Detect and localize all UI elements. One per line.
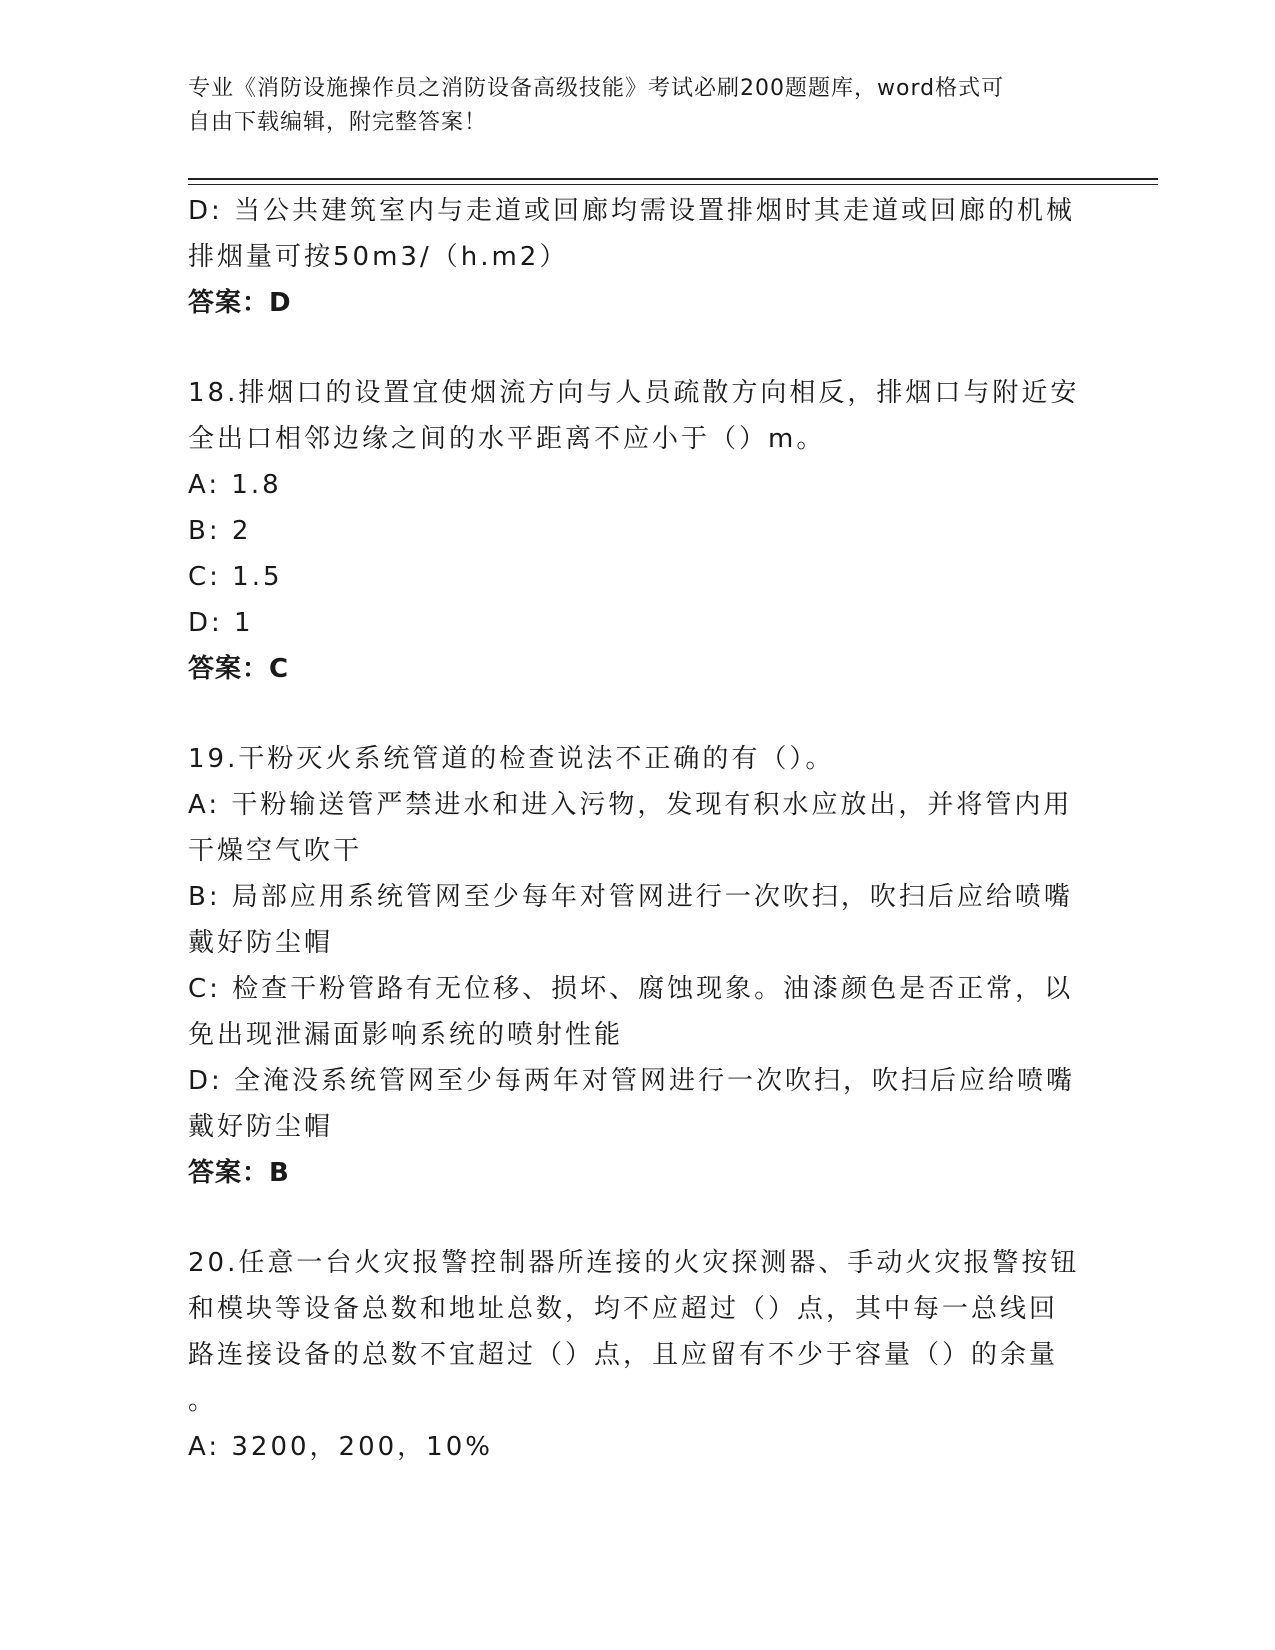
q19-option-a-line1: A: 干粉输送管严禁进水和进入污物，发现有积水应放出，并将管内用 (188, 790, 1073, 820)
document-header (188, 72, 1068, 140)
q18-option-b: B: 2 (188, 516, 252, 546)
q18-stem-line2: 全出口相邻边缘之间的水平距离不应小于（）m。 (188, 424, 826, 454)
q19-option-c-line1: C: 检查干粉管路有无位移、损坏、腐蚀现象。油漆颜色是否正常，以 (188, 974, 1074, 1004)
q17-option-d-line1: D: 当公共建筑室内与走道或回廊均需设置排烟时其走道或回廊的机械 (188, 196, 1076, 226)
q17-answer: 答案：D (188, 288, 292, 318)
q19-answer: 答案：B (188, 1158, 290, 1188)
q18-option-a: A: 1.8 (188, 470, 282, 500)
q18-option-d: D: 1 (188, 608, 254, 638)
header-line-1: 专业《消防设施操作员之消防设备高级技能》考试必刷200题题库，word格式可 (188, 76, 1005, 101)
header-divider-thin (188, 184, 1158, 185)
q20-option-a: A: 3200，200，10% (188, 1432, 493, 1462)
q19-option-b-line2: 戴好防尘帽 (188, 928, 334, 958)
q19-stem: 19.干粉灭火系统管道的检查说法不正确的有（）。 (188, 744, 835, 774)
question-content (188, 188, 1088, 1470)
q19-option-b-line1: B: 局部应用系统管网至少每年对管网进行一次吹扫，吹扫后应给喷嘴 (188, 882, 1073, 912)
q18-option-c: C: 1.5 (188, 562, 283, 592)
header-line-2: 自由下载编辑，附完整答案！ (188, 110, 488, 135)
q18-stem-line1: 18.排烟口的设置宜使烟流方向与人员疏散方向相反，排烟口与附近安 (188, 378, 1080, 408)
q17-option-d-line2: 排烟量可按50m3/（h.m2） (188, 242, 569, 272)
q20-stem-line3: 路连接设备的总数不宜超过（）点，且应留有不少于容量（）的余量 (188, 1340, 1059, 1370)
q19-option-d-line1: D: 全淹没系统管网至少每两年对管网进行一次吹扫，吹扫后应给喷嘴 (188, 1066, 1076, 1096)
q20-stem-line2: 和模块等设备总数和地址总数，均不应超过（）点，其中每一总线回 (188, 1294, 1059, 1324)
q18-answer: 答案：C (188, 654, 290, 684)
q20-stem-line4: 。 (188, 1386, 218, 1416)
q19-option-c-line2: 免出现泄漏面影响系统的喷射性能 (188, 1020, 624, 1050)
q20-stem-line1: 20.任意一台火灾报警控制器所连接的火灾探测器、手动火灾报警按钮 (188, 1248, 1080, 1278)
q19-option-d-line2: 戴好防尘帽 (188, 1112, 334, 1142)
header-divider-thick (188, 178, 1158, 180)
q19-option-a-line2: 干燥空气吹干 (188, 836, 363, 866)
